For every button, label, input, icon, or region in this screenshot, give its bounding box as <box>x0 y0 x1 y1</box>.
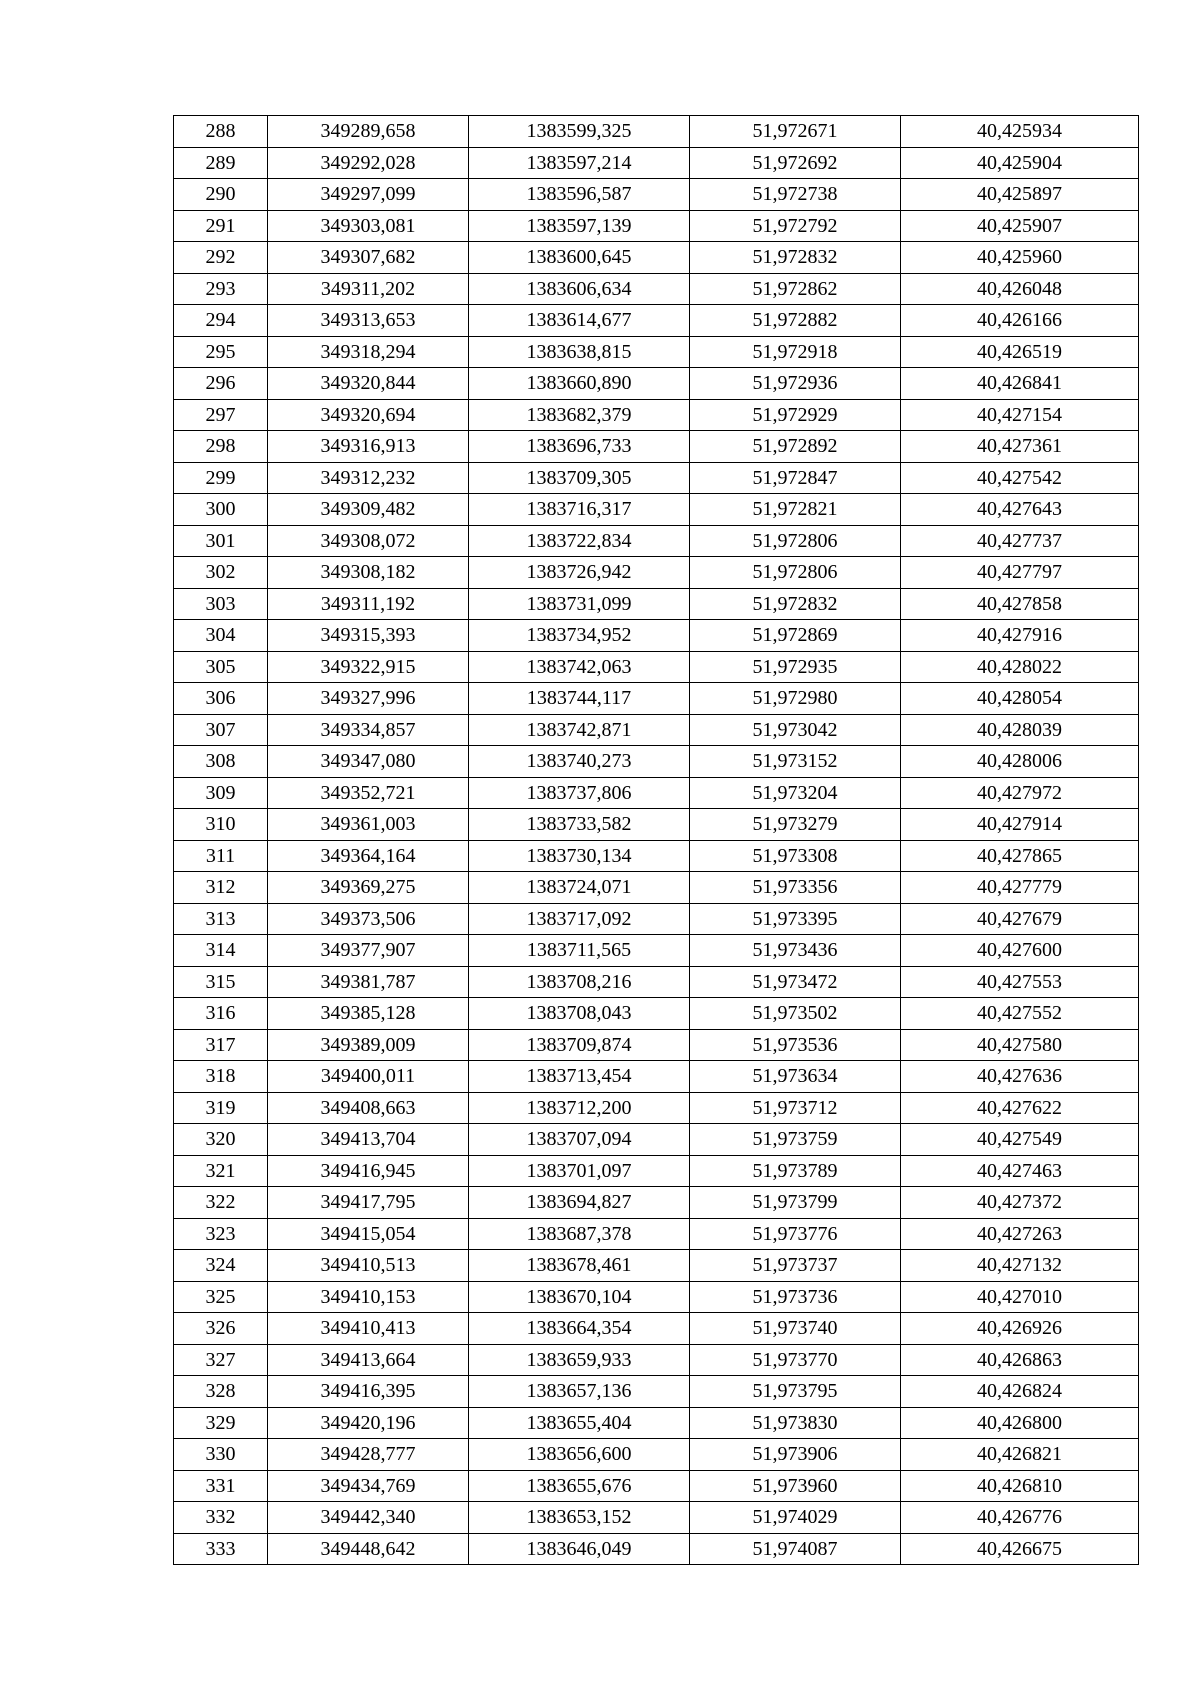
x-coordinate-cell: 349448,642 <box>268 1533 469 1565</box>
latitude-cell: 51,972806 <box>690 557 901 589</box>
x-coordinate-cell: 349315,393 <box>268 620 469 652</box>
latitude-cell: 51,972792 <box>690 210 901 242</box>
y-coordinate-cell: 1383660,890 <box>469 368 690 400</box>
y-coordinate-cell: 1383606,634 <box>469 273 690 305</box>
point-number-cell: 298 <box>174 431 268 463</box>
table-row <box>174 1502 1139 1534</box>
longitude-cell: 40,427549 <box>901 1124 1139 1156</box>
coordinates-table <box>173 115 1139 1565</box>
x-coordinate-cell: 349309,482 <box>268 494 469 526</box>
x-coordinate-cell: 349327,996 <box>268 683 469 715</box>
x-coordinate-cell: 349364,164 <box>268 840 469 872</box>
latitude-cell: 51,973356 <box>690 872 901 904</box>
latitude-cell: 51,973830 <box>690 1407 901 1439</box>
table-row <box>174 1439 1139 1471</box>
point-number-cell: 316 <box>174 998 268 1030</box>
point-number-cell: 311 <box>174 840 268 872</box>
y-coordinate-cell: 1383597,214 <box>469 147 690 179</box>
latitude-cell: 51,973502 <box>690 998 901 1030</box>
point-number-cell: 292 <box>174 242 268 274</box>
y-coordinate-cell: 1383742,063 <box>469 651 690 683</box>
point-number-cell: 321 <box>174 1155 268 1187</box>
longitude-cell: 40,427636 <box>901 1061 1139 1093</box>
y-coordinate-cell: 1383712,200 <box>469 1092 690 1124</box>
y-coordinate-cell: 1383709,305 <box>469 462 690 494</box>
point-number-cell: 296 <box>174 368 268 400</box>
latitude-cell: 51,972832 <box>690 242 901 274</box>
latitude-cell: 51,973906 <box>690 1439 901 1471</box>
longitude-cell: 40,427010 <box>901 1281 1139 1313</box>
y-coordinate-cell: 1383713,454 <box>469 1061 690 1093</box>
point-number-cell: 306 <box>174 683 268 715</box>
x-coordinate-cell: 349320,844 <box>268 368 469 400</box>
y-coordinate-cell: 1383656,600 <box>469 1439 690 1471</box>
x-coordinate-cell: 349434,769 <box>268 1470 469 1502</box>
x-coordinate-cell: 349416,395 <box>268 1376 469 1408</box>
y-coordinate-cell: 1383600,645 <box>469 242 690 274</box>
longitude-cell: 40,427542 <box>901 462 1139 494</box>
y-coordinate-cell: 1383682,379 <box>469 399 690 431</box>
y-coordinate-cell: 1383659,933 <box>469 1344 690 1376</box>
table-row <box>174 242 1139 274</box>
x-coordinate-cell: 349416,945 <box>268 1155 469 1187</box>
y-coordinate-cell: 1383740,273 <box>469 746 690 778</box>
point-number-cell: 325 <box>174 1281 268 1313</box>
table-row <box>174 1029 1139 1061</box>
latitude-cell: 51,972936 <box>690 368 901 400</box>
latitude-cell: 51,972692 <box>690 147 901 179</box>
x-coordinate-cell: 349410,153 <box>268 1281 469 1313</box>
x-coordinate-cell: 349400,011 <box>268 1061 469 1093</box>
y-coordinate-cell: 1383731,099 <box>469 588 690 620</box>
longitude-cell: 40,426863 <box>901 1344 1139 1376</box>
longitude-cell: 40,426810 <box>901 1470 1139 1502</box>
latitude-cell: 51,972671 <box>690 116 901 148</box>
x-coordinate-cell: 349377,907 <box>268 935 469 967</box>
y-coordinate-cell: 1383657,136 <box>469 1376 690 1408</box>
x-coordinate-cell: 349428,777 <box>268 1439 469 1471</box>
x-coordinate-cell: 349303,081 <box>268 210 469 242</box>
y-coordinate-cell: 1383655,676 <box>469 1470 690 1502</box>
y-coordinate-cell: 1383734,952 <box>469 620 690 652</box>
x-coordinate-cell: 349297,099 <box>268 179 469 211</box>
table-row <box>174 1124 1139 1156</box>
point-number-cell: 331 <box>174 1470 268 1502</box>
x-coordinate-cell: 349413,704 <box>268 1124 469 1156</box>
x-coordinate-cell: 349408,663 <box>268 1092 469 1124</box>
longitude-cell: 40,427779 <box>901 872 1139 904</box>
x-coordinate-cell: 349334,857 <box>268 714 469 746</box>
table-row <box>174 1187 1139 1219</box>
table-row <box>174 399 1139 431</box>
table-row <box>174 1533 1139 1565</box>
point-number-cell: 308 <box>174 746 268 778</box>
point-number-cell: 323 <box>174 1218 268 1250</box>
point-number-cell: 305 <box>174 651 268 683</box>
x-coordinate-cell: 349311,192 <box>268 588 469 620</box>
point-number-cell: 295 <box>174 336 268 368</box>
point-number-cell: 299 <box>174 462 268 494</box>
latitude-cell: 51,974029 <box>690 1502 901 1534</box>
table-row <box>174 462 1139 494</box>
y-coordinate-cell: 1383708,043 <box>469 998 690 1030</box>
longitude-cell: 40,427263 <box>901 1218 1139 1250</box>
table-row <box>174 1313 1139 1345</box>
x-coordinate-cell: 349347,080 <box>268 746 469 778</box>
longitude-cell: 40,427916 <box>901 620 1139 652</box>
latitude-cell: 51,972738 <box>690 179 901 211</box>
longitude-cell: 40,427797 <box>901 557 1139 589</box>
point-number-cell: 301 <box>174 525 268 557</box>
y-coordinate-cell: 1383653,152 <box>469 1502 690 1534</box>
longitude-cell: 40,427914 <box>901 809 1139 841</box>
latitude-cell: 51,973634 <box>690 1061 901 1093</box>
y-coordinate-cell: 1383694,827 <box>469 1187 690 1219</box>
longitude-cell: 40,427643 <box>901 494 1139 526</box>
latitude-cell: 51,973799 <box>690 1187 901 1219</box>
x-coordinate-cell: 349373,506 <box>268 903 469 935</box>
y-coordinate-cell: 1383664,354 <box>469 1313 690 1345</box>
table-row <box>174 1470 1139 1502</box>
y-coordinate-cell: 1383596,587 <box>469 179 690 211</box>
point-number-cell: 307 <box>174 714 268 746</box>
latitude-cell: 51,973960 <box>690 1470 901 1502</box>
y-coordinate-cell: 1383742,871 <box>469 714 690 746</box>
x-coordinate-cell: 349312,232 <box>268 462 469 494</box>
table-row <box>174 336 1139 368</box>
latitude-cell: 51,973712 <box>690 1092 901 1124</box>
latitude-cell: 51,972918 <box>690 336 901 368</box>
y-coordinate-cell: 1383744,117 <box>469 683 690 715</box>
table-row <box>174 273 1139 305</box>
latitude-cell: 51,973795 <box>690 1376 901 1408</box>
point-number-cell: 329 <box>174 1407 268 1439</box>
latitude-cell: 51,973279 <box>690 809 901 841</box>
point-number-cell: 322 <box>174 1187 268 1219</box>
x-coordinate-cell: 349320,694 <box>268 399 469 431</box>
longitude-cell: 40,427552 <box>901 998 1139 1030</box>
y-coordinate-cell: 1383599,325 <box>469 116 690 148</box>
table-row <box>174 147 1139 179</box>
longitude-cell: 40,427154 <box>901 399 1139 431</box>
x-coordinate-cell: 349442,340 <box>268 1502 469 1534</box>
point-number-cell: 318 <box>174 1061 268 1093</box>
longitude-cell: 40,428054 <box>901 683 1139 715</box>
table-row <box>174 210 1139 242</box>
point-number-cell: 303 <box>174 588 268 620</box>
table-row <box>174 998 1139 1030</box>
longitude-cell: 40,427858 <box>901 588 1139 620</box>
point-number-cell: 327 <box>174 1344 268 1376</box>
point-number-cell: 313 <box>174 903 268 935</box>
longitude-cell: 40,427600 <box>901 935 1139 967</box>
table-row <box>174 1376 1139 1408</box>
latitude-cell: 51,972862 <box>690 273 901 305</box>
y-coordinate-cell: 1383709,874 <box>469 1029 690 1061</box>
latitude-cell: 51,973436 <box>690 935 901 967</box>
latitude-cell: 51,972806 <box>690 525 901 557</box>
x-coordinate-cell: 349413,664 <box>268 1344 469 1376</box>
point-number-cell: 300 <box>174 494 268 526</box>
x-coordinate-cell: 349352,721 <box>268 777 469 809</box>
x-coordinate-cell: 349313,653 <box>268 305 469 337</box>
point-number-cell: 290 <box>174 179 268 211</box>
table-row <box>174 714 1139 746</box>
x-coordinate-cell: 349311,202 <box>268 273 469 305</box>
longitude-cell: 40,426821 <box>901 1439 1139 1471</box>
y-coordinate-cell: 1383701,097 <box>469 1155 690 1187</box>
latitude-cell: 51,974087 <box>690 1533 901 1565</box>
y-coordinate-cell: 1383696,733 <box>469 431 690 463</box>
y-coordinate-cell: 1383670,104 <box>469 1281 690 1313</box>
y-coordinate-cell: 1383730,134 <box>469 840 690 872</box>
longitude-cell: 40,427132 <box>901 1250 1139 1282</box>
longitude-cell: 40,427361 <box>901 431 1139 463</box>
x-coordinate-cell: 349316,913 <box>268 431 469 463</box>
longitude-cell: 40,427463 <box>901 1155 1139 1187</box>
longitude-cell: 40,427679 <box>901 903 1139 935</box>
y-coordinate-cell: 1383733,582 <box>469 809 690 841</box>
point-number-cell: 289 <box>174 147 268 179</box>
y-coordinate-cell: 1383716,317 <box>469 494 690 526</box>
table-row <box>174 1250 1139 1282</box>
longitude-cell: 40,425934 <box>901 116 1139 148</box>
y-coordinate-cell: 1383597,139 <box>469 210 690 242</box>
point-number-cell: 297 <box>174 399 268 431</box>
y-coordinate-cell: 1383687,378 <box>469 1218 690 1250</box>
x-coordinate-cell: 349308,072 <box>268 525 469 557</box>
point-number-cell: 310 <box>174 809 268 841</box>
longitude-cell: 40,426926 <box>901 1313 1139 1345</box>
y-coordinate-cell: 1383646,049 <box>469 1533 690 1565</box>
latitude-cell: 51,972869 <box>690 620 901 652</box>
longitude-cell: 40,426824 <box>901 1376 1139 1408</box>
point-number-cell: 312 <box>174 872 268 904</box>
longitude-cell: 40,426048 <box>901 273 1139 305</box>
latitude-cell: 51,972882 <box>690 305 901 337</box>
longitude-cell: 40,425960 <box>901 242 1139 274</box>
longitude-cell: 40,426519 <box>901 336 1139 368</box>
latitude-cell: 51,972847 <box>690 462 901 494</box>
table-row <box>174 116 1139 148</box>
latitude-cell: 51,973395 <box>690 903 901 935</box>
table-row <box>174 840 1139 872</box>
latitude-cell: 51,973152 <box>690 746 901 778</box>
table-row <box>174 1061 1139 1093</box>
table-row <box>174 557 1139 589</box>
y-coordinate-cell: 1383737,806 <box>469 777 690 809</box>
x-coordinate-cell: 349361,003 <box>268 809 469 841</box>
table-row <box>174 935 1139 967</box>
table-row <box>174 777 1139 809</box>
table-row <box>174 1155 1139 1187</box>
x-coordinate-cell: 349289,658 <box>268 116 469 148</box>
point-number-cell: 319 <box>174 1092 268 1124</box>
table-row <box>174 179 1139 211</box>
longitude-cell: 40,427580 <box>901 1029 1139 1061</box>
table-row <box>174 494 1139 526</box>
longitude-cell: 40,426800 <box>901 1407 1139 1439</box>
table-row <box>174 620 1139 652</box>
x-coordinate-cell: 349307,682 <box>268 242 469 274</box>
longitude-cell: 40,426675 <box>901 1533 1139 1565</box>
latitude-cell: 51,973308 <box>690 840 901 872</box>
point-number-cell: 332 <box>174 1502 268 1534</box>
longitude-cell: 40,425907 <box>901 210 1139 242</box>
table-row <box>174 305 1139 337</box>
latitude-cell: 51,972832 <box>690 588 901 620</box>
latitude-cell: 51,973736 <box>690 1281 901 1313</box>
y-coordinate-cell: 1383717,092 <box>469 903 690 935</box>
latitude-cell: 51,973789 <box>690 1155 901 1187</box>
latitude-cell: 51,973042 <box>690 714 901 746</box>
latitude-cell: 51,973770 <box>690 1344 901 1376</box>
longitude-cell: 40,426776 <box>901 1502 1139 1534</box>
latitude-cell: 51,973536 <box>690 1029 901 1061</box>
longitude-cell: 40,427553 <box>901 966 1139 998</box>
latitude-cell: 51,972929 <box>690 399 901 431</box>
x-coordinate-cell: 349308,182 <box>268 557 469 589</box>
longitude-cell: 40,427865 <box>901 840 1139 872</box>
y-coordinate-cell: 1383638,815 <box>469 336 690 368</box>
x-coordinate-cell: 349410,513 <box>268 1250 469 1282</box>
table-row <box>174 966 1139 998</box>
y-coordinate-cell: 1383726,942 <box>469 557 690 589</box>
longitude-cell: 40,427972 <box>901 777 1139 809</box>
point-number-cell: 291 <box>174 210 268 242</box>
point-number-cell: 324 <box>174 1250 268 1282</box>
latitude-cell: 51,972980 <box>690 683 901 715</box>
table-row <box>174 872 1139 904</box>
y-coordinate-cell: 1383707,094 <box>469 1124 690 1156</box>
x-coordinate-cell: 349292,028 <box>268 147 469 179</box>
longitude-cell: 40,426841 <box>901 368 1139 400</box>
x-coordinate-cell: 349389,009 <box>268 1029 469 1061</box>
longitude-cell: 40,428039 <box>901 714 1139 746</box>
x-coordinate-cell: 349420,196 <box>268 1407 469 1439</box>
latitude-cell: 51,973740 <box>690 1313 901 1345</box>
y-coordinate-cell: 1383655,404 <box>469 1407 690 1439</box>
point-number-cell: 302 <box>174 557 268 589</box>
latitude-cell: 51,972892 <box>690 431 901 463</box>
x-coordinate-cell: 349417,795 <box>268 1187 469 1219</box>
table-row <box>174 368 1139 400</box>
table-row <box>174 746 1139 778</box>
table-row <box>174 431 1139 463</box>
point-number-cell: 314 <box>174 935 268 967</box>
table-row <box>174 651 1139 683</box>
latitude-cell: 51,973204 <box>690 777 901 809</box>
x-coordinate-cell: 349381,787 <box>268 966 469 998</box>
table-row <box>174 525 1139 557</box>
y-coordinate-cell: 1383614,677 <box>469 305 690 337</box>
coordinates-table-body <box>174 116 1139 1565</box>
latitude-cell: 51,973776 <box>690 1218 901 1250</box>
table-row <box>174 809 1139 841</box>
y-coordinate-cell: 1383722,834 <box>469 525 690 557</box>
longitude-cell: 40,428006 <box>901 746 1139 778</box>
table-row <box>174 1281 1139 1313</box>
longitude-cell: 40,427622 <box>901 1092 1139 1124</box>
table-row <box>174 1218 1139 1250</box>
table-row <box>174 1344 1139 1376</box>
point-number-cell: 309 <box>174 777 268 809</box>
point-number-cell: 294 <box>174 305 268 337</box>
x-coordinate-cell: 349318,294 <box>268 336 469 368</box>
table-row <box>174 903 1139 935</box>
latitude-cell: 51,972935 <box>690 651 901 683</box>
longitude-cell: 40,425904 <box>901 147 1139 179</box>
longitude-cell: 40,425897 <box>901 179 1139 211</box>
table-row <box>174 1407 1139 1439</box>
point-number-cell: 333 <box>174 1533 268 1565</box>
longitude-cell: 40,426166 <box>901 305 1139 337</box>
latitude-cell: 51,973759 <box>690 1124 901 1156</box>
point-number-cell: 328 <box>174 1376 268 1408</box>
point-number-cell: 326 <box>174 1313 268 1345</box>
longitude-cell: 40,427372 <box>901 1187 1139 1219</box>
point-number-cell: 315 <box>174 966 268 998</box>
longitude-cell: 40,428022 <box>901 651 1139 683</box>
point-number-cell: 293 <box>174 273 268 305</box>
point-number-cell: 304 <box>174 620 268 652</box>
y-coordinate-cell: 1383678,461 <box>469 1250 690 1282</box>
y-coordinate-cell: 1383711,565 <box>469 935 690 967</box>
x-coordinate-cell: 349410,413 <box>268 1313 469 1345</box>
table-row <box>174 1092 1139 1124</box>
x-coordinate-cell: 349385,128 <box>268 998 469 1030</box>
x-coordinate-cell: 349415,054 <box>268 1218 469 1250</box>
x-coordinate-cell: 349369,275 <box>268 872 469 904</box>
y-coordinate-cell: 1383724,071 <box>469 872 690 904</box>
table-row <box>174 683 1139 715</box>
longitude-cell: 40,427737 <box>901 525 1139 557</box>
x-coordinate-cell: 349322,915 <box>268 651 469 683</box>
latitude-cell: 51,972821 <box>690 494 901 526</box>
point-number-cell: 317 <box>174 1029 268 1061</box>
table-row <box>174 588 1139 620</box>
point-number-cell: 320 <box>174 1124 268 1156</box>
y-coordinate-cell: 1383708,216 <box>469 966 690 998</box>
latitude-cell: 51,973472 <box>690 966 901 998</box>
point-number-cell: 288 <box>174 116 268 148</box>
latitude-cell: 51,973737 <box>690 1250 901 1282</box>
point-number-cell: 330 <box>174 1439 268 1471</box>
